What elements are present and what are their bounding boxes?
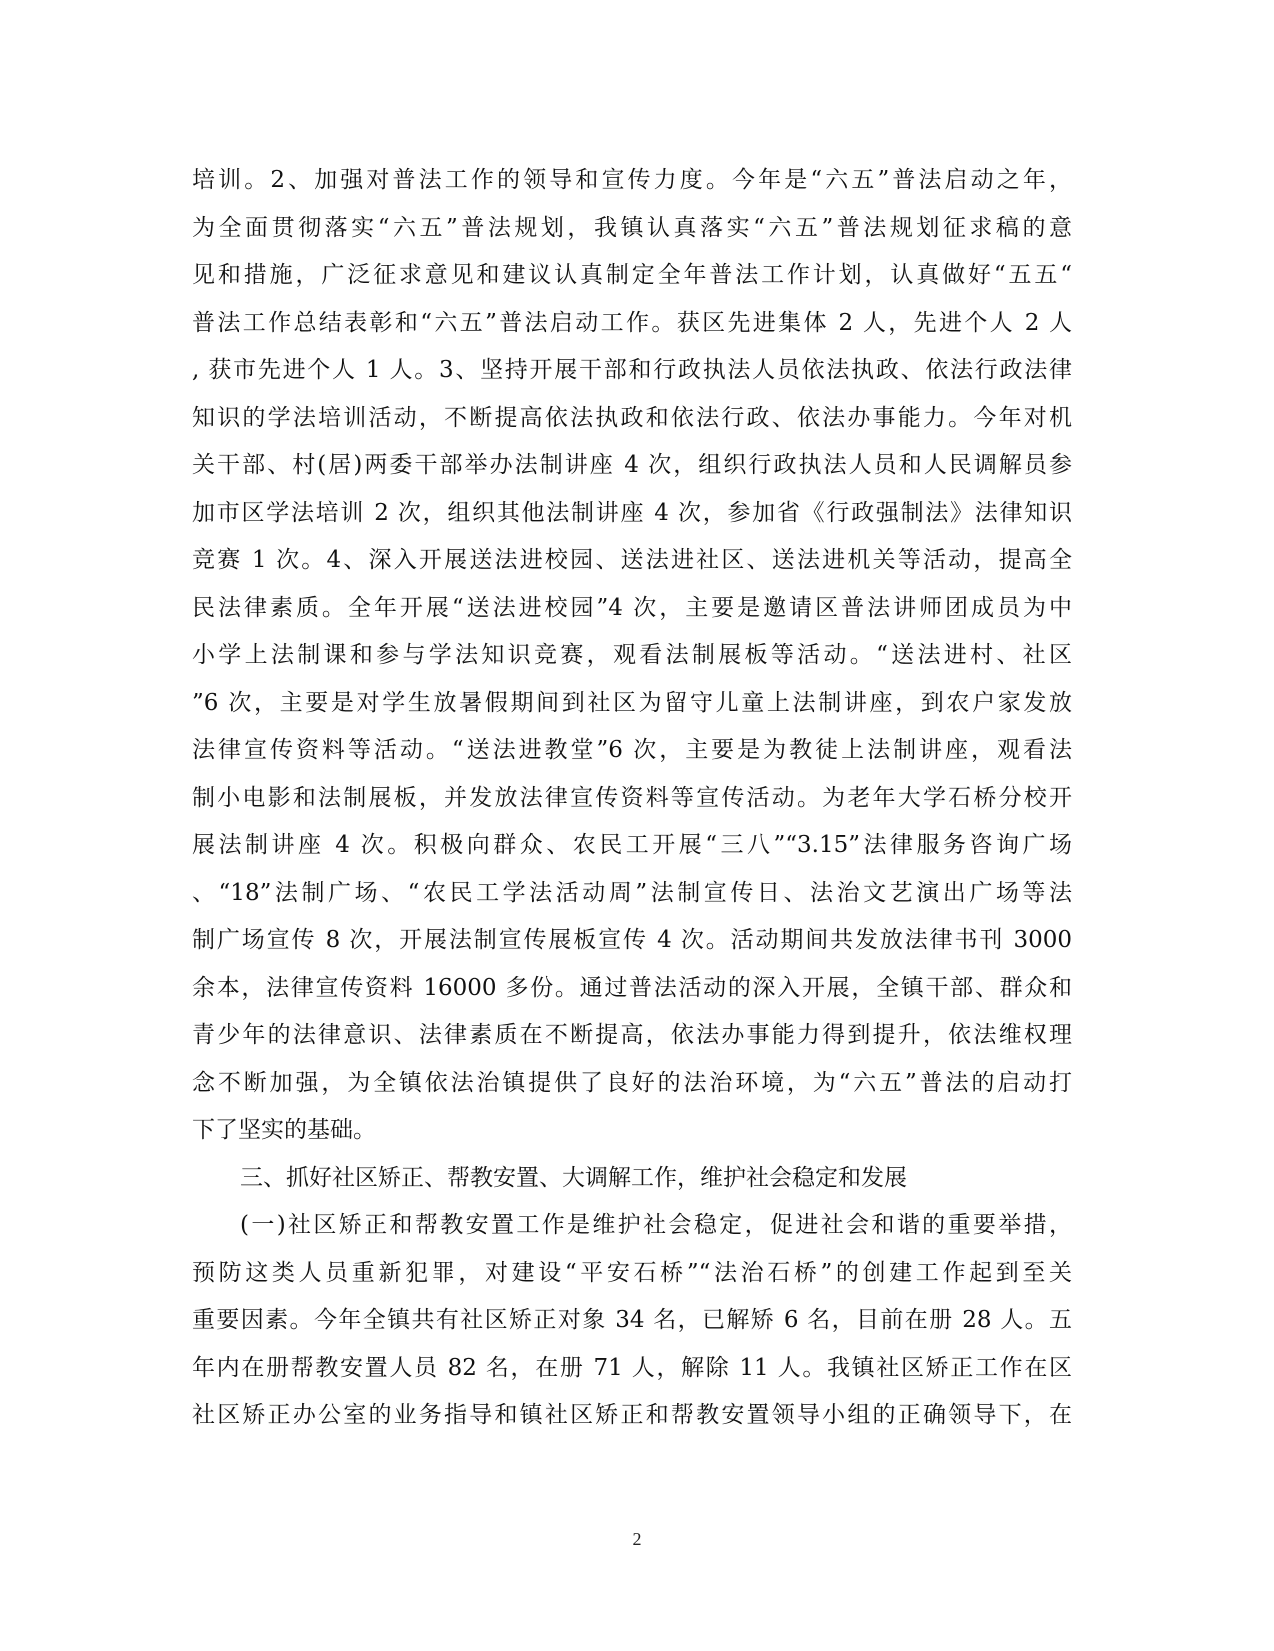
text-line: ”6 次，主要是对学生放暑假期间到社区为留守儿童上法制讲座，到农户家发放 [192,689,1072,716]
text-line: 青少年的法律意识、法律素质在不断提高，依法办事能力得到提升，依法维权理 [192,1022,1072,1048]
text-line: 下了坚实的基础。 [192,1117,376,1143]
text-line: (一)社区矫正和帮教安置工作是维护社会稳定，促进社会和谐的重要举措， [240,1212,1072,1238]
text-line: 加市区学法培训 2 次，组织其他法制讲座 4 次，参加省《行政强制法》法律知识 [192,499,1072,526]
text-line: 年内在册帮教安置人员 82 名，在册 71 人，解除 11 人。我镇社区矫正工作在区 [192,1354,1072,1381]
page-number: 2 [632,1529,642,1549]
text-line: 知识的学法培训活动，不断提高依法执政和依法行政、依法办事能力。今年对机 [192,404,1072,431]
text-line: 竞赛 1 次。4、深入开展送法进校园、送法进社区、送法进机关等活动，提高全 [192,547,1072,573]
text-line: 制广场宣传 8 次，开展法制宣传展板宣传 4 次。活动期间共发放法律书刊 3000 [192,927,1072,953]
text-line: 预防这类人员重新犯罪，对建设“平安石桥”“法治石桥”的创建工作起到至关 [192,1259,1072,1286]
text-line: 念不断加强，为全镇依法治镇提供了良好的法治环境，为“六五”普法的启动打 [192,1069,1072,1096]
text-line: 普法工作总结表彰和“六五”普法启动工作。获区先进集体 2 人，先进个人 2 人 [192,309,1072,336]
text-line: 培训。2、加强对普法工作的领导和宣传力度。今年是“六五”普法启动之年， [192,167,1072,193]
text-line: , 获市先进个人 1 人。3、坚持开展干部和行政执法人员依法执政、依法行政法律 [192,357,1072,383]
text-line: 展法制讲座 4 次。积极向群众、农民工开展“三八”“3.15”法律服务咨询广场 [192,832,1072,858]
text-line: 见和措施，广泛征求意见和建议认真制定全年普法工作计划，认真做好“五五“ [192,262,1072,288]
section-heading: 三、抓好社区矫正、帮教安置、大调解工作，维护社会稳定和发展 [240,1164,907,1191]
text-line: 制小电影和法制展板，并发放法律宣传资料等宣传活动。为老年大学石桥分校开 [192,784,1072,811]
text-line: 、“18”法制广场、“农民工学法活动周”法制宣传日、法治文艺演出广场等法 [192,879,1072,906]
text-line: 为全面贯彻落实“六五”普法规划，我镇认真落实“六五”普法规划征求稿的意 [192,214,1072,241]
text-line: 民法律素质。全年开展“送法进校园”4 次，主要是邀请区普法讲师团成员为中 [192,594,1072,621]
text-line: 法律宣传资料等活动。“送法进教堂”6 次，主要是为教徒上法制讲座，观看法 [192,737,1072,763]
body-text [192,157,1072,1440]
text-line: 余本，法律宣传资料 16000 多份。通过普法活动的深入开展，全镇干部、群众和 [192,974,1072,1001]
text-line: 社区矫正办公室的业务指导和镇社区矫正和帮教安置领导小组的正确领导下，在 [192,1402,1072,1428]
text-line: 关干部、村(居)两委干部举办法制讲座 4 次，组织行政执法人员和人民调解员参 [192,452,1072,478]
text-line: 重要因素。今年全镇共有社区矫正对象 34 名，已解矫 6 名，目前在册 28 人。五 [192,1307,1072,1333]
text-line: 小学上法制课和参与学法知识竞赛，观看法制展板等活动。“送法进村、社区 [192,642,1072,668]
